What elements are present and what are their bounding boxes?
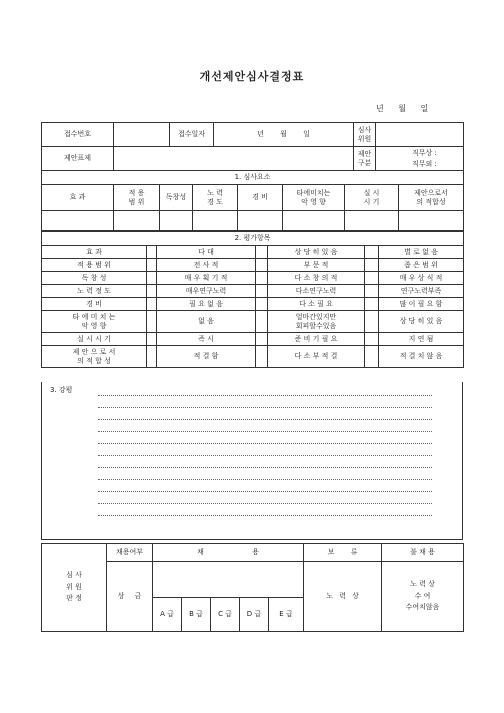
evaluation-level: 매 우 획 기 적 <box>157 272 256 285</box>
section3-title: 3. 강평 <box>50 386 73 394</box>
review-element-header: 적 용 범 위 <box>114 185 160 211</box>
evaluation-check-box[interactable] <box>256 311 268 333</box>
evaluation-level: 좁 은 범 위 <box>379 259 464 272</box>
evaluation-level: 다소연구노력 <box>268 285 365 298</box>
evaluation-item: 노 력 정 도 <box>42 285 147 298</box>
evaluation-check-box[interactable] <box>147 298 157 311</box>
evaluation-check-box[interactable] <box>256 272 268 285</box>
evaluation-level: 다 소 부 적 결 <box>268 346 365 368</box>
review-element-header: 독창성 <box>160 185 193 211</box>
evaluation-table <box>41 231 464 368</box>
evaluation-item: 효 과 <box>42 246 147 259</box>
header-table <box>41 122 464 171</box>
evaluation-level: 매 우 상 식 적 <box>379 272 464 285</box>
evaluation-row <box>42 285 464 298</box>
committee-value[interactable] <box>376 123 464 147</box>
effort-award-label: 노 력 상 <box>304 562 382 632</box>
review-element-header: 노 력 경 도 <box>193 185 238 211</box>
evaluation-item: 타 에 미 치 는 악 영 향 <box>42 311 147 333</box>
evaluation-check-box[interactable] <box>365 259 379 272</box>
receipt-no-value[interactable] <box>114 123 170 147</box>
proposal-type-label: 제안 구분 <box>354 147 376 171</box>
evaluation-level: 별 로 없 음 <box>379 246 464 259</box>
section3-box <box>41 382 463 540</box>
evaluation-check-box[interactable] <box>256 333 268 346</box>
grade-c[interactable]: C 급 <box>211 598 240 632</box>
evaluation-item: 제 안 으 로 서 의 적 합 성 <box>42 346 147 368</box>
grade-e[interactable]: E 급 <box>269 598 304 632</box>
evaluation-check-box[interactable] <box>365 272 379 285</box>
pending-label: 보 류 <box>304 544 382 562</box>
evaluation-check-box[interactable] <box>256 298 268 311</box>
review-element-score[interactable] <box>399 211 464 231</box>
evaluation-level: 연구노력부족 <box>379 285 464 298</box>
evaluation-level: 즉 시 <box>157 333 256 346</box>
date-line: 년 월 일 <box>376 104 429 113</box>
evaluation-check-box[interactable] <box>147 272 157 285</box>
evaluation-level: 많 이 필 요 함 <box>379 298 464 311</box>
effort-award-options[interactable]: 노 력 상 수 여 수여치않음 <box>382 562 464 632</box>
evaluation-check-box[interactable] <box>147 285 157 298</box>
evaluation-check-box[interactable] <box>147 346 157 368</box>
evaluation-check-box[interactable] <box>365 333 379 346</box>
review-element-score[interactable] <box>283 211 345 231</box>
evaluation-level: 얼마간있지만 회피할수있음 <box>268 311 365 333</box>
page-title: 개선제안심사결정표 <box>199 70 305 83</box>
review-element-score[interactable] <box>345 211 399 231</box>
outside-duty-option: 직무외 : <box>412 159 437 168</box>
review-element-header: 제안으로서 의 적합성 <box>399 185 464 211</box>
adopted-label: 채 용 <box>153 544 304 562</box>
review-element-score[interactable] <box>114 211 160 231</box>
section2-title: 2. 평가항목 <box>42 232 464 246</box>
evaluation-check-box[interactable] <box>365 285 379 298</box>
evaluation-row <box>42 333 464 346</box>
review-element-score[interactable] <box>42 211 114 231</box>
evaluation-row <box>42 272 464 285</box>
review-element-header: 타에미치는 악 영 향 <box>283 185 345 211</box>
evaluation-level: 부 문 적 <box>268 259 365 272</box>
evaluation-check-box[interactable] <box>147 311 157 333</box>
evaluation-check-box[interactable] <box>147 246 157 259</box>
adoption-label: 채용여부 <box>107 544 153 562</box>
proposal-title-value[interactable] <box>114 147 354 171</box>
evaluation-level: 다 소 필 요 <box>268 298 365 311</box>
evaluation-level: 다 대 <box>157 246 256 259</box>
decision-table <box>41 543 464 632</box>
evaluation-check-box[interactable] <box>365 298 379 311</box>
evaluation-level: 상 당 히 있 음 <box>268 246 365 259</box>
grade-a[interactable]: A 급 <box>153 598 182 632</box>
review-comment-lines[interactable] <box>42 384 462 516</box>
receipt-date-value[interactable]: 년 월 일 <box>214 123 354 147</box>
within-duty-option: 직무상 : <box>412 149 437 157</box>
evaluation-row <box>42 246 464 259</box>
review-element-score[interactable] <box>160 211 193 231</box>
evaluation-check-box[interactable] <box>147 333 157 346</box>
reward-grade-label: 상 금 <box>107 562 153 632</box>
evaluation-check-box[interactable] <box>256 346 268 368</box>
evaluation-check-box[interactable] <box>256 285 268 298</box>
evaluation-check-box[interactable] <box>147 259 157 272</box>
evaluation-item: 독 창 성 <box>42 272 147 285</box>
evaluation-level: 다 소 창 의 적 <box>268 272 365 285</box>
evaluation-row <box>42 311 464 333</box>
review-element-score[interactable] <box>238 211 283 231</box>
review-element-header: 경 비 <box>238 185 283 211</box>
review-element-score[interactable] <box>193 211 238 231</box>
evaluation-row <box>42 346 464 368</box>
evaluation-row <box>42 259 464 272</box>
receipt-date-label: 접수일자 <box>170 123 214 147</box>
evaluation-level: 적 결 치 않 음 <box>379 346 464 368</box>
evaluation-level: 적 결 함 <box>157 346 256 368</box>
section1-title: 1. 심사요소 <box>42 171 464 185</box>
review-judgement-label: 심 사 위 원 판 정 <box>42 544 107 632</box>
review-element-header: 실 시 시 기 <box>345 185 399 211</box>
grade-d[interactable]: D 급 <box>240 598 269 632</box>
review-elements-table <box>41 170 464 231</box>
evaluation-row <box>42 298 464 311</box>
evaluation-check-box[interactable] <box>365 246 379 259</box>
evaluation-level: 상 당 히 있 음 <box>379 311 464 333</box>
evaluation-item: 실 시 시 기 <box>42 333 147 346</box>
evaluation-check-box[interactable] <box>256 259 268 272</box>
evaluation-check-box[interactable] <box>365 311 379 333</box>
rejected-label: 불 채 용 <box>382 544 464 562</box>
proposal-type-options[interactable] <box>376 147 464 171</box>
evaluation-level: 전 사 적 <box>157 259 256 272</box>
evaluation-level: 준 비 기 필 요 <box>268 333 365 346</box>
evaluation-check-box[interactable] <box>256 246 268 259</box>
evaluation-check-box[interactable] <box>365 346 379 368</box>
evaluation-item: 적 용 범 위 <box>42 259 147 272</box>
receipt-no-label: 접수번호 <box>42 123 114 147</box>
evaluation-level: 없 음 <box>157 311 256 333</box>
evaluation-item: 경 비 <box>42 298 147 311</box>
evaluation-level: 필 요 없 음 <box>157 298 256 311</box>
proposal-title-label: 제안표제 <box>42 147 114 171</box>
grade-blank[interactable] <box>153 562 304 598</box>
review-element-header: 효 과 <box>42 185 114 211</box>
committee-label: 심사 위원 <box>354 123 376 147</box>
grade-b[interactable]: B 급 <box>182 598 211 632</box>
evaluation-level: 지 연 됨 <box>379 333 464 346</box>
evaluation-level: 매우연구노력 <box>157 285 256 298</box>
